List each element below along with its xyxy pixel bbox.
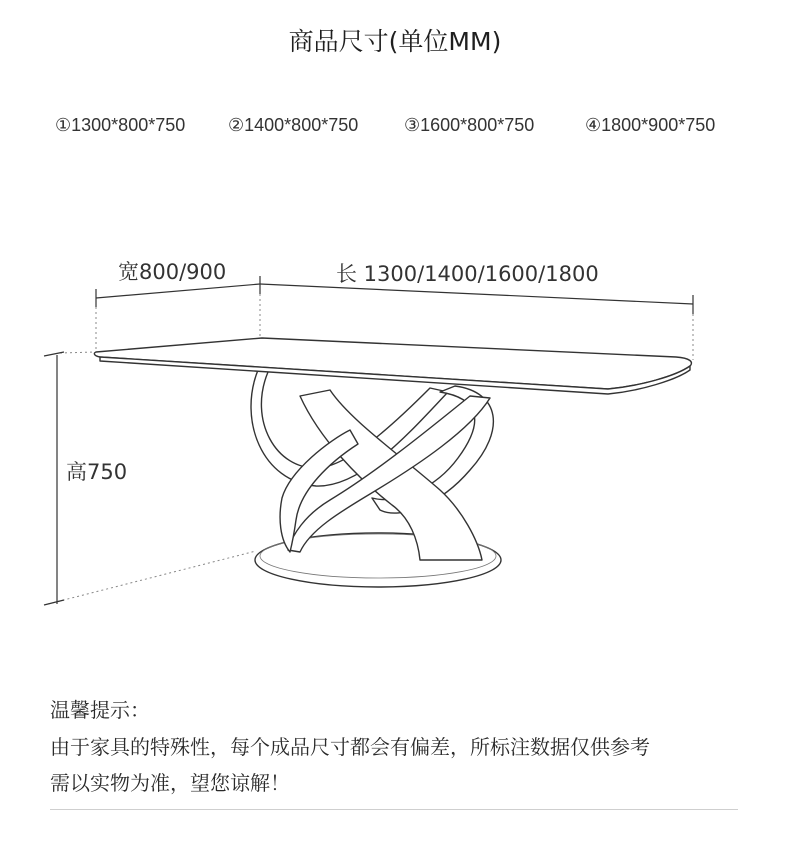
tips-line-2: 需以实物为准，望您谅解！: [50, 771, 290, 795]
size-option-1: ①1300*800*750: [55, 115, 186, 135]
table-pedestal: [251, 370, 493, 560]
tips-line-1: 由于家具的特殊性，每个成品尺寸都会有偏差，所标注数据仅供参考: [50, 735, 650, 759]
width-label: 宽800/900: [118, 260, 227, 284]
height-dimension-line: [44, 352, 64, 605]
length-label: 长 1300/1400/1600/1800: [336, 262, 599, 286]
size-option-4: ④1800*900*750: [585, 115, 716, 135]
table-top: [94, 338, 691, 394]
tips-heading: 温馨提示：: [50, 698, 150, 722]
page-title: 商品尺寸(单位MM): [288, 27, 502, 56]
size-option-3: ③1600*800*750: [404, 115, 535, 135]
length-dimension-line: [260, 284, 693, 314]
height-label: 高750: [66, 460, 128, 484]
bottom-divider: [50, 809, 738, 810]
size-option-2: ②1400*800*750: [228, 115, 359, 135]
